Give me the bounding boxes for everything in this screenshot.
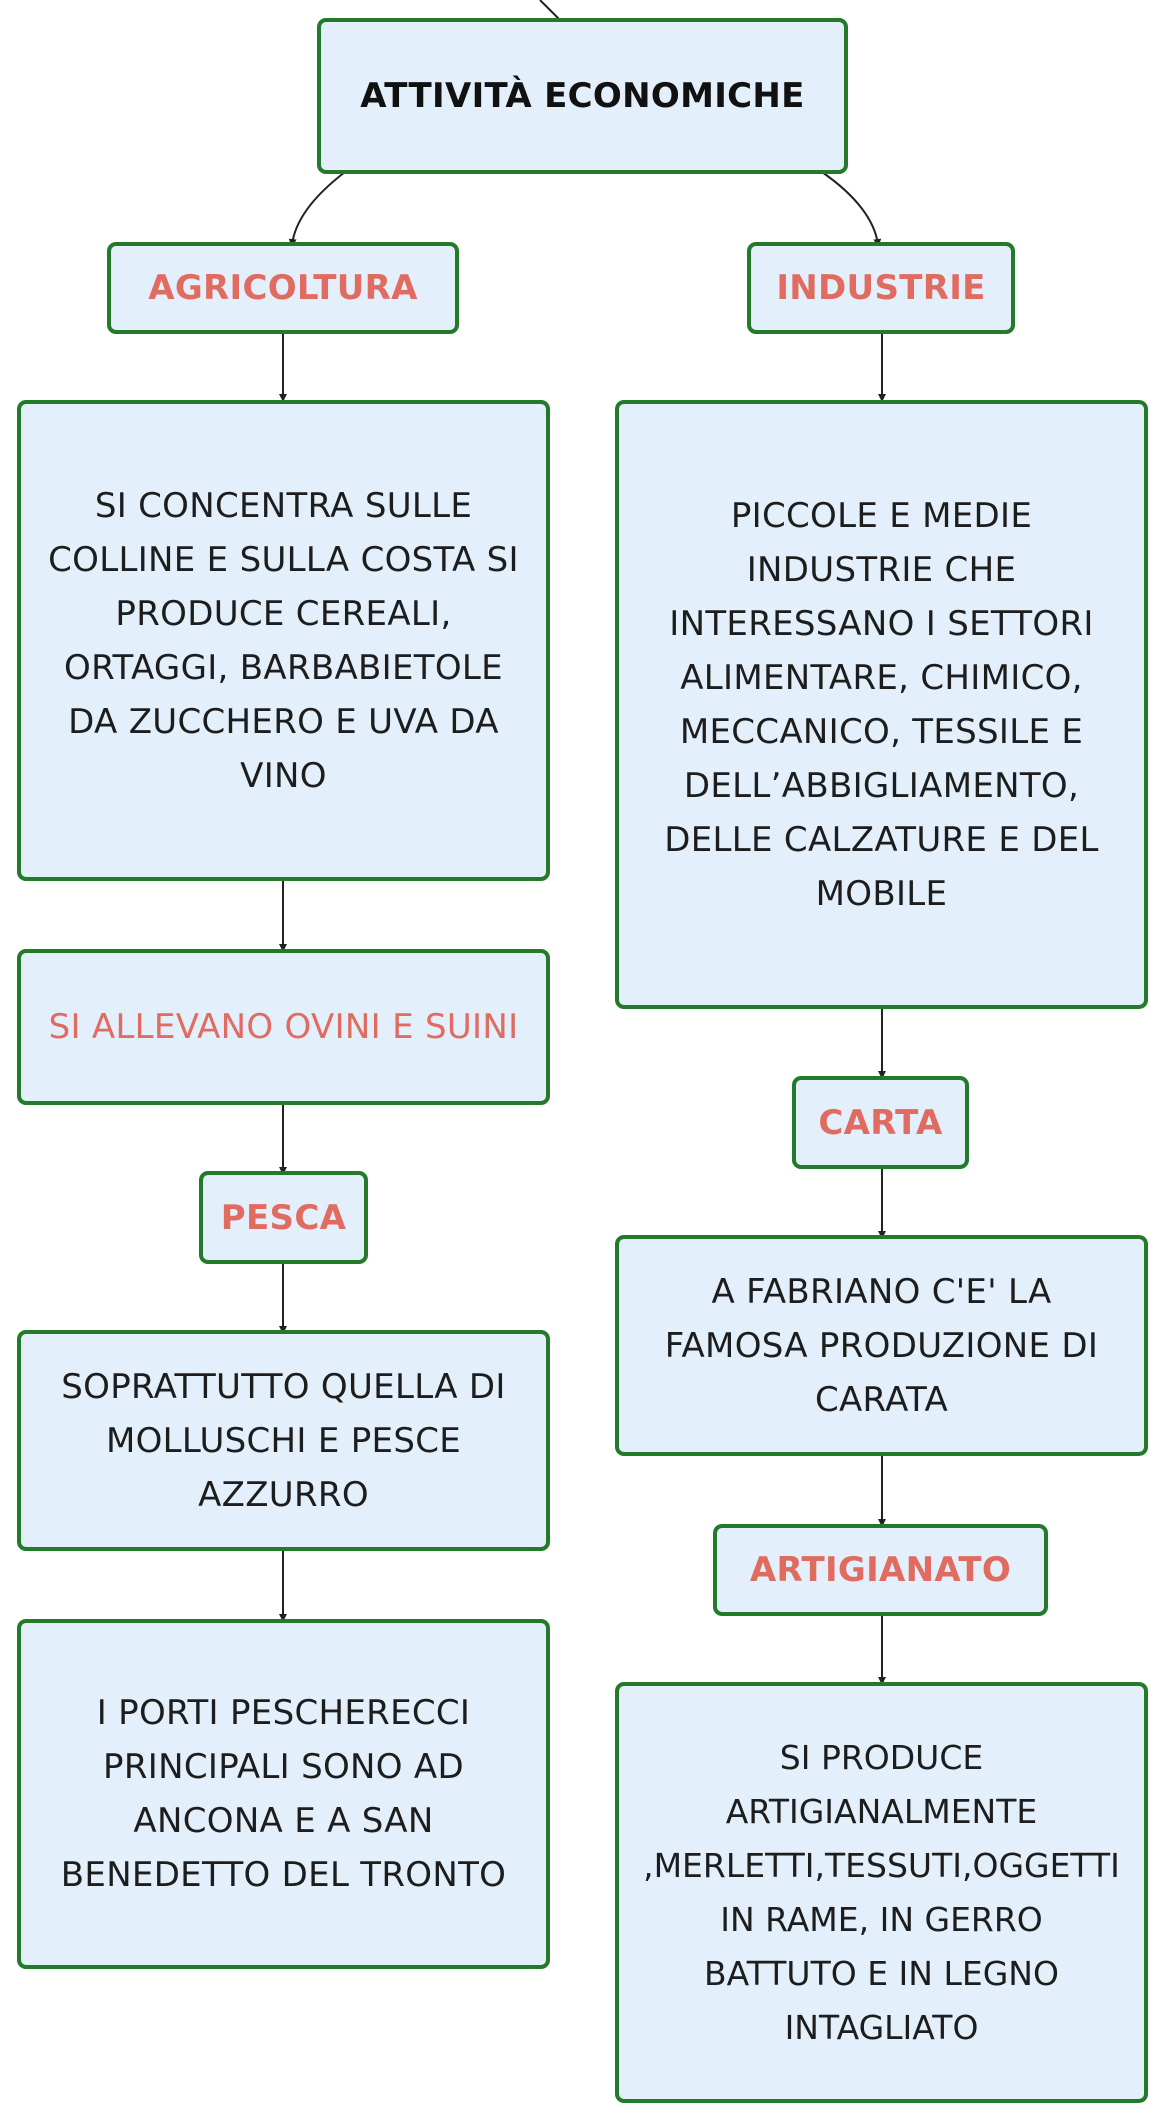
connector-root-to-agricoltura — [292, 172, 345, 245]
node-pesca-label: PESCA — [220, 1197, 347, 1238]
node-carta — [792, 1076, 969, 1169]
node-allevamento — [17, 949, 550, 1105]
connector-offpage-to-root — [540, 0, 560, 20]
node-industrie-label: INDUSTRIE — [776, 268, 986, 308]
node-carta-description — [615, 1235, 1148, 1456]
root-node-label: ATTIVITÀ ECONOMICHE — [360, 76, 805, 116]
node-artigianato-description-text: SI PRODUCE ARTIGIANALMENTE ,MERLETTI,TESSUTI,OGGETTI IN RAME, IN GERRO BATTUTO E IN LEGNO INTAGLIATO — [643, 1737, 1120, 2047]
node-allevamento-text: SI ALLEVANO OVINI E SUINI — [48, 1007, 519, 1047]
node-industrie — [747, 242, 1015, 334]
connector-root-to-industrie — [822, 172, 878, 245]
node-artigianato — [713, 1524, 1048, 1616]
node-carta-label: CARTA — [818, 1102, 943, 1143]
node-artigianato-label: ARTIGIANATO — [749, 1550, 1012, 1590]
node-porti-description-text: I PORTI PESCHERECCI PRINCIPALI SONO AD ANCONA E A SAN BENEDETTO DEL TRONTO — [60, 1693, 507, 1895]
node-industrie-description-text: PICCOLE E MEDIE INDUSTRIE CHE INTERESSANO I SETTORI ALIMENTARE, CHIMICO, MECCANICO, TESSILE E DELL’ABBIGLIAMENTO, DELLE CALZATURE E DEL MOBILE — [664, 495, 1099, 914]
node-artigianato-description — [615, 1682, 1148, 2103]
node-agricoltura-label: AGRICOLTURA — [148, 268, 418, 308]
node-agricoltura-description — [17, 400, 550, 881]
node-industrie-description — [615, 400, 1148, 1009]
node-pesca-description — [17, 1330, 550, 1551]
node-carta-description-text: A FABRIANO C'E' LA FAMOSA PRODUZIONE DI CARATA — [664, 1271, 1099, 1420]
root-node-attivita-economiche — [317, 18, 848, 174]
node-pesca-description-text: SOPRATTUTTO QUELLA DI MOLLUSCHI E PESCE AZZURRO — [61, 1366, 506, 1515]
node-pesca — [199, 1171, 368, 1264]
node-agricoltura — [107, 242, 459, 334]
node-porti-description — [17, 1619, 550, 1969]
node-agricoltura-description-text: SI CONCENTRA SULLE COLLINE E SULLA COSTA SI PRODUCE CEREALI, ORTAGGI, BARBABIETOLE DA ZUCCHERO E UVA DA VINO — [48, 485, 519, 796]
